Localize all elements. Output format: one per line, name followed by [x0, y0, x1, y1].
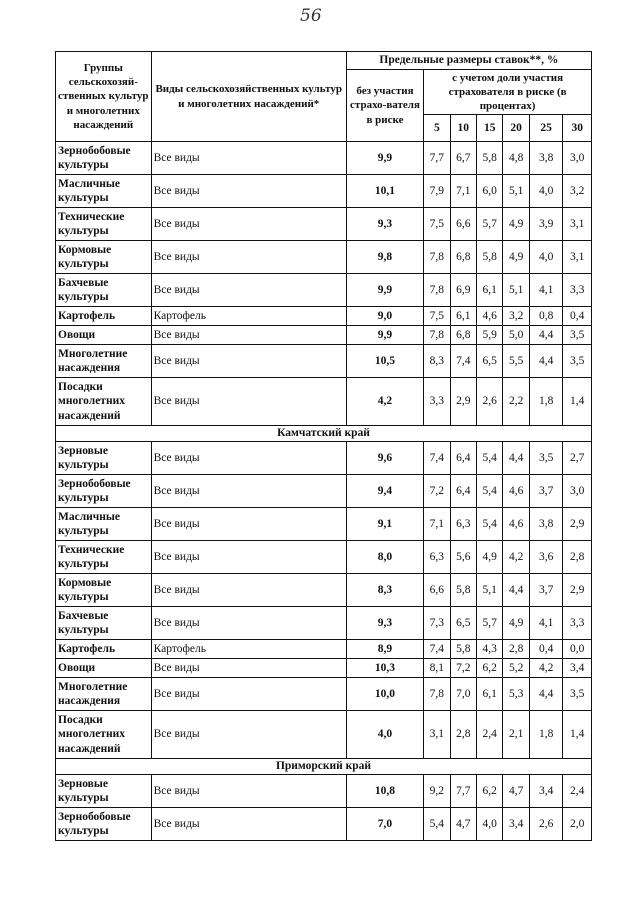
share-rate-cell: 7,0 [450, 678, 476, 711]
header-rates-title: Предельные размеры ставок**, % [346, 52, 591, 70]
share-rate-cell: 5,1 [503, 175, 529, 208]
share-rate-cell: 2,6 [477, 378, 503, 426]
table-row [56, 241, 592, 274]
share-rate-cell: 0,4 [529, 640, 563, 659]
share-rate-cell: 0,8 [529, 307, 563, 326]
share-rate-cell: 2,2 [503, 378, 529, 426]
header-group-col: Группы сельскохозяй-ственных культур и многолетних насаждений [56, 52, 152, 142]
share-rate-cell: 6,2 [477, 775, 503, 808]
share-rate-cell: 6,6 [450, 208, 476, 241]
share-rate-cell: 5,8 [450, 574, 476, 607]
crop-type-cell: Все виды [151, 175, 346, 208]
crop-type-cell: Все виды [151, 678, 346, 711]
base-rate-cell: 9,4 [346, 475, 423, 508]
share-rate-cell: 5,2 [503, 659, 529, 678]
share-rate-cell: 9,2 [424, 775, 450, 808]
share-rate-cell: 4,9 [503, 241, 529, 274]
share-rate-cell: 4,0 [477, 808, 503, 841]
crop-type-cell: Все виды [151, 574, 346, 607]
crop-type-cell: Все виды [151, 711, 346, 759]
share-rate-cell: 2,0 [563, 808, 592, 841]
base-rate-cell: 9,9 [346, 142, 423, 175]
share-rate-cell: 6,5 [450, 607, 476, 640]
share-rate-cell: 8,1 [424, 659, 450, 678]
insurance-rates-table [55, 51, 592, 841]
share-rate-cell: 7,8 [424, 241, 450, 274]
crop-type-cell: Все виды [151, 208, 346, 241]
table-body [56, 142, 592, 841]
share-rate-cell: 7,5 [424, 307, 450, 326]
share-rate-cell: 7,2 [424, 475, 450, 508]
base-rate-cell: 10,1 [346, 175, 423, 208]
share-rate-cell: 3,1 [563, 208, 592, 241]
share-rate-cell: 4,9 [503, 607, 529, 640]
table-row [56, 659, 592, 678]
share-rate-cell: 2,8 [450, 711, 476, 759]
share-rate-cell: 3,1 [424, 711, 450, 759]
share-rate-cell: 3,8 [529, 142, 563, 175]
share-rate-cell: 7,5 [424, 208, 450, 241]
base-rate-cell: 4,2 [346, 378, 423, 426]
region-title: Приморский край [56, 759, 592, 775]
share-rate-cell: 5,4 [477, 475, 503, 508]
share-rate-cell: 7,4 [450, 345, 476, 378]
share-rate-cell: 3,5 [563, 678, 592, 711]
table-row [56, 345, 592, 378]
share-rate-cell: 4,0 [529, 241, 563, 274]
share-rate-cell: 5,7 [477, 607, 503, 640]
share-rate-cell: 3,2 [563, 175, 592, 208]
crop-group-cell: Картофель [56, 307, 152, 326]
crop-type-cell: Все виды [151, 607, 346, 640]
crop-group-cell: Овощи [56, 326, 152, 345]
header-base-col: без участия страхо-вателя в риске [346, 70, 423, 142]
share-rate-cell: 3,4 [529, 775, 563, 808]
table-row [56, 142, 592, 175]
crop-group-cell: Зернобобовые культуры [56, 475, 152, 508]
share-rate-cell: 4,2 [503, 541, 529, 574]
crop-group-cell: Овощи [56, 659, 152, 678]
region-row [56, 759, 592, 775]
share-rate-cell: 2,9 [563, 574, 592, 607]
region-row [56, 426, 592, 442]
share-rate-cell: 7,3 [424, 607, 450, 640]
crop-group-cell: Бахчевые культуры [56, 607, 152, 640]
table-row [56, 274, 592, 307]
table-row [56, 378, 592, 426]
share-rate-cell: 6,4 [450, 475, 476, 508]
share-rate-cell: 5,4 [424, 808, 450, 841]
share-rate-cell: 7,2 [450, 659, 476, 678]
crop-group-cell: Кормовые культуры [56, 574, 152, 607]
table-row [56, 475, 592, 508]
share-rate-cell: 5,3 [503, 678, 529, 711]
share-rate-cell: 7,1 [450, 175, 476, 208]
crop-type-cell: Все виды [151, 659, 346, 678]
share-rate-cell: 4,6 [503, 508, 529, 541]
share-rate-cell: 1,4 [563, 378, 592, 426]
base-rate-cell: 10,5 [346, 345, 423, 378]
share-rate-cell: 5,8 [477, 142, 503, 175]
crop-type-cell: Картофель [151, 640, 346, 659]
crop-type-cell: Картофель [151, 307, 346, 326]
share-rate-cell: 7,9 [424, 175, 450, 208]
share-rate-cell: 2,4 [563, 775, 592, 808]
share-rate-cell: 3,3 [563, 274, 592, 307]
share-rate-cell: 2,9 [450, 378, 476, 426]
share-rate-cell: 4,9 [503, 208, 529, 241]
share-rate-cell: 4,2 [529, 659, 563, 678]
crop-type-cell: Все виды [151, 508, 346, 541]
share-rate-cell: 6,6 [424, 574, 450, 607]
page-number: 56 [300, 6, 322, 26]
base-rate-cell: 9,3 [346, 208, 423, 241]
crop-type-cell: Все виды [151, 442, 346, 475]
base-rate-cell: 9,9 [346, 326, 423, 345]
header-share-30: 30 [563, 115, 592, 142]
crop-group-cell: Посадки многолетних насаждений [56, 711, 152, 759]
table-row [56, 307, 592, 326]
crop-group-cell: Многолетние насаждения [56, 678, 152, 711]
share-rate-cell: 1,8 [529, 378, 563, 426]
share-rate-cell: 7,8 [424, 326, 450, 345]
share-rate-cell: 5,7 [477, 208, 503, 241]
crop-group-cell: Картофель [56, 640, 152, 659]
share-rate-cell: 2,6 [529, 808, 563, 841]
share-rate-cell: 3,4 [503, 808, 529, 841]
share-rate-cell: 3,9 [529, 208, 563, 241]
table-row [56, 574, 592, 607]
base-rate-cell: 8,0 [346, 541, 423, 574]
table-row [56, 175, 592, 208]
crop-type-cell: Все виды [151, 274, 346, 307]
share-rate-cell: 2,4 [477, 711, 503, 759]
base-rate-cell: 8,9 [346, 640, 423, 659]
crop-type-cell: Все виды [151, 775, 346, 808]
share-rate-cell: 5,1 [477, 574, 503, 607]
crop-group-cell: Кормовые культуры [56, 241, 152, 274]
share-rate-cell: 5,8 [450, 640, 476, 659]
table-row [56, 508, 592, 541]
share-rate-cell: 5,4 [477, 508, 503, 541]
share-rate-cell: 6,5 [477, 345, 503, 378]
share-rate-cell: 4,9 [477, 541, 503, 574]
share-rate-cell: 2,8 [503, 640, 529, 659]
share-rate-cell: 6,9 [450, 274, 476, 307]
crop-group-cell: Зернобобовые культуры [56, 142, 152, 175]
table-row [56, 678, 592, 711]
crop-group-cell: Бахчевые культуры [56, 274, 152, 307]
base-rate-cell: 4,0 [346, 711, 423, 759]
share-rate-cell: 3,7 [529, 475, 563, 508]
crop-group-cell: Технические культуры [56, 208, 152, 241]
share-rate-cell: 2,7 [563, 442, 592, 475]
crop-type-cell: Все виды [151, 345, 346, 378]
share-rate-cell: 5,6 [450, 541, 476, 574]
share-rate-cell: 6,1 [450, 307, 476, 326]
table-row [56, 208, 592, 241]
share-rate-cell: 5,0 [503, 326, 529, 345]
table-row [56, 711, 592, 759]
share-rate-cell: 4,7 [503, 775, 529, 808]
share-rate-cell: 6,4 [450, 442, 476, 475]
share-rate-cell: 3,5 [529, 442, 563, 475]
share-rate-cell: 3,4 [563, 659, 592, 678]
share-rate-cell: 4,1 [529, 274, 563, 307]
share-rate-cell: 3,5 [563, 326, 592, 345]
share-rate-cell: 5,8 [477, 241, 503, 274]
crop-type-cell: Все виды [151, 142, 346, 175]
share-rate-cell: 6,8 [450, 326, 476, 345]
share-rate-cell: 3,7 [529, 574, 563, 607]
crop-type-cell: Все виды [151, 241, 346, 274]
base-rate-cell: 10,8 [346, 775, 423, 808]
crop-type-cell: Все виды [151, 475, 346, 508]
share-rate-cell: 5,9 [477, 326, 503, 345]
share-rate-cell: 4,6 [477, 307, 503, 326]
base-rate-cell: 10,0 [346, 678, 423, 711]
share-rate-cell: 6,0 [477, 175, 503, 208]
share-rate-cell: 7,8 [424, 678, 450, 711]
share-rate-cell: 7,4 [424, 640, 450, 659]
share-rate-cell: 4,8 [503, 142, 529, 175]
base-rate-cell: 9,1 [346, 508, 423, 541]
base-rate-cell: 9,0 [346, 307, 423, 326]
crop-type-cell: Все виды [151, 326, 346, 345]
share-rate-cell: 6,3 [424, 541, 450, 574]
table-row [56, 775, 592, 808]
share-rate-cell: 0,4 [563, 307, 592, 326]
base-rate-cell: 7,0 [346, 808, 423, 841]
share-rate-cell: 4,6 [503, 475, 529, 508]
header-share-title: с учетом доли участия страхователя в риске (в процентах) [424, 70, 592, 115]
share-rate-cell: 8,3 [424, 345, 450, 378]
crop-type-cell: Все виды [151, 808, 346, 841]
share-rate-cell: 4,3 [477, 640, 503, 659]
crop-group-cell: Масличные культуры [56, 508, 152, 541]
share-rate-cell: 3,0 [563, 142, 592, 175]
header-share-5: 5 [424, 115, 450, 142]
share-rate-cell: 3,3 [424, 378, 450, 426]
header-share-15: 15 [477, 115, 503, 142]
share-rate-cell: 4,0 [529, 175, 563, 208]
share-rate-cell: 3,3 [563, 607, 592, 640]
crop-group-cell: Зерновые культуры [56, 775, 152, 808]
share-rate-cell: 3,5 [563, 345, 592, 378]
table-row [56, 607, 592, 640]
share-rate-cell: 5,4 [477, 442, 503, 475]
share-rate-cell: 2,1 [503, 711, 529, 759]
crop-group-cell: Многолетние насаждения [56, 345, 152, 378]
table-row [56, 541, 592, 574]
table-row [56, 808, 592, 841]
share-rate-cell: 3,8 [529, 508, 563, 541]
share-rate-cell: 6,1 [477, 678, 503, 711]
crop-type-cell: Все виды [151, 541, 346, 574]
region-title: Камчатский край [56, 426, 592, 442]
table-header [56, 52, 592, 142]
header-share-20: 20 [503, 115, 529, 142]
share-rate-cell: 7,4 [424, 442, 450, 475]
share-rate-cell: 6,1 [477, 274, 503, 307]
share-rate-cell: 0,0 [563, 640, 592, 659]
header-share-25: 25 [529, 115, 563, 142]
crop-group-cell: Масличные культуры [56, 175, 152, 208]
share-rate-cell: 6,7 [450, 142, 476, 175]
share-rate-cell: 3,1 [563, 241, 592, 274]
base-rate-cell: 10,3 [346, 659, 423, 678]
table-row [56, 442, 592, 475]
share-rate-cell: 7,7 [424, 142, 450, 175]
share-rate-cell: 4,4 [503, 442, 529, 475]
base-rate-cell: 9,6 [346, 442, 423, 475]
share-rate-cell: 6,3 [450, 508, 476, 541]
share-rate-cell: 5,1 [503, 274, 529, 307]
share-rate-cell: 4,7 [450, 808, 476, 841]
base-rate-cell: 8,3 [346, 574, 423, 607]
share-rate-cell: 6,8 [450, 241, 476, 274]
crop-group-cell: Посадки многолетних насаждений [56, 378, 152, 426]
share-rate-cell: 7,7 [450, 775, 476, 808]
crop-type-cell: Все виды [151, 378, 346, 426]
share-rate-cell: 4,4 [503, 574, 529, 607]
crop-group-cell: Технические культуры [56, 541, 152, 574]
share-rate-cell: 1,4 [563, 711, 592, 759]
share-rate-cell: 2,9 [563, 508, 592, 541]
base-rate-cell: 9,8 [346, 241, 423, 274]
header-share-10: 10 [450, 115, 476, 142]
share-rate-cell: 6,2 [477, 659, 503, 678]
crop-group-cell: Зернобобовые культуры [56, 808, 152, 841]
base-rate-cell: 9,3 [346, 607, 423, 640]
table-row [56, 640, 592, 659]
share-rate-cell: 4,4 [529, 678, 563, 711]
share-rate-cell: 7,8 [424, 274, 450, 307]
share-rate-cell: 3,2 [503, 307, 529, 326]
share-rate-cell: 4,4 [529, 345, 563, 378]
share-rate-cell: 4,4 [529, 326, 563, 345]
crop-group-cell: Зерновые культуры [56, 442, 152, 475]
base-rate-cell: 9,9 [346, 274, 423, 307]
share-rate-cell: 3,0 [563, 475, 592, 508]
share-rate-cell: 1,8 [529, 711, 563, 759]
table-row [56, 326, 592, 345]
share-rate-cell: 5,5 [503, 345, 529, 378]
share-rate-cell: 3,6 [529, 541, 563, 574]
share-rate-cell: 2,8 [563, 541, 592, 574]
header-crop-col: Виды сельскохозяйственных культур и многолетних насаждений* [151, 52, 346, 142]
share-rate-cell: 4,1 [529, 607, 563, 640]
share-rate-cell: 7,1 [424, 508, 450, 541]
